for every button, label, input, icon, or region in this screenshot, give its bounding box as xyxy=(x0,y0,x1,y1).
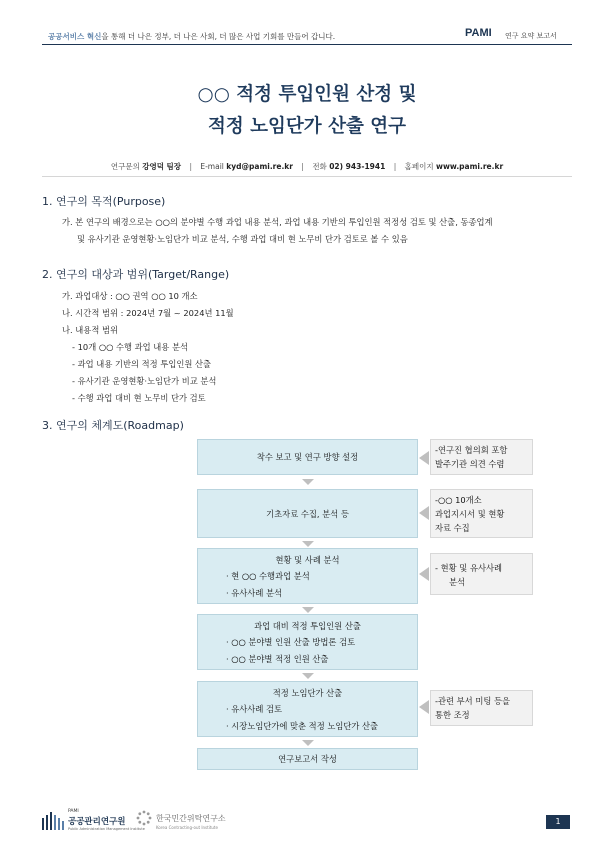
roadmap-note-line: -관련 부서 미팅 등을 xyxy=(435,696,511,706)
arrow-left-icon xyxy=(419,567,429,581)
header-doc-type: 연구 요약 보고서 xyxy=(505,32,557,40)
contact-phone-label: 전화 xyxy=(312,162,327,171)
roadmap-step-title: 기초자료 수집, 분석 등 xyxy=(266,508,349,519)
arrow-down-icon xyxy=(302,541,314,547)
page-number: 1 xyxy=(546,815,570,829)
roadmap-step-item: · ○○ 분야별 인원 산출 방법론 검토 xyxy=(226,637,356,647)
roadmap-note xyxy=(430,489,533,538)
header-slogan xyxy=(48,31,335,42)
contact-separator: | xyxy=(189,162,192,171)
scope-item: - 수행 과업 대비 현 노무비 단가 검토 xyxy=(72,393,206,403)
roadmap-note-line: 발주기관 의견 수렴 xyxy=(435,459,505,469)
page-title-line1: ○○ 적정 투입인원 산정 및 xyxy=(197,84,417,105)
roadmap-step-title: 연구보고서 작성 xyxy=(278,754,337,764)
pami-logo-icon xyxy=(42,812,64,830)
roadmap-note-line: -○○ 10개소 xyxy=(435,495,482,505)
roadmap-step-item: · ○○ 분야별 적정 인원 산출 xyxy=(226,654,329,664)
header-slogan-accent: 공공서비스 혁신 xyxy=(48,32,102,41)
contact-lead-label: 연구문의 xyxy=(110,162,140,171)
roadmap-step-item: · 현 ○○ 수행과업 분석 xyxy=(226,571,310,581)
arrow-down-icon xyxy=(302,740,314,746)
contact-email[interactable]: kyd@pami.re.kr xyxy=(226,162,293,171)
scope-period: 나. 시간적 범위 : 2024년 7월 ~ 2024년 11월 xyxy=(62,308,234,318)
contact-web[interactable]: www.pami.re.kr xyxy=(436,162,504,171)
contact-divider xyxy=(42,176,572,177)
roadmap-step-title: 착수 보고 및 연구 방향 설정 xyxy=(256,452,359,462)
arrow-down-icon xyxy=(302,607,314,613)
roadmap-step-staffing xyxy=(197,614,418,670)
roadmap-note xyxy=(430,553,533,595)
section-heading-purpose: 1. 연구의 목적(Purpose) xyxy=(42,195,166,208)
kci-logo-icon xyxy=(136,810,152,826)
header-brand: PAMI xyxy=(465,27,492,39)
roadmap-note xyxy=(430,690,533,726)
footer-org1-sub: Public Administration Management Institute xyxy=(68,827,145,831)
header-divider xyxy=(42,44,572,45)
footer-org1-name: 공공관리연구원 xyxy=(68,817,126,827)
section-heading-scope: 2. 연구의 대상과 범위(Target/Range) xyxy=(42,268,230,281)
scope-item: - 10개 ○○ 수행 과업 내용 분석 xyxy=(72,342,188,352)
roadmap-step-item: · 유사사례 검토 xyxy=(226,704,283,714)
roadmap-step-report xyxy=(197,748,418,770)
roadmap-note-line: 통한 조정 xyxy=(435,710,470,720)
contact-separator: | xyxy=(301,162,304,171)
arrow-left-icon xyxy=(419,451,429,465)
roadmap-note-line: 분석 xyxy=(449,577,466,587)
scope-target: 가. 과업대상 : ○○ 권역 ○○ 10 개소 xyxy=(62,291,198,301)
roadmap-note-line: - 현황 및 유사사례 xyxy=(435,563,503,573)
contact-web-label: 홈페이지 xyxy=(404,162,434,171)
arrow-left-icon xyxy=(419,700,429,714)
roadmap-step-item: · 유사사례 분석 xyxy=(226,588,283,598)
roadmap-note xyxy=(430,439,533,475)
arrow-left-icon xyxy=(419,506,429,520)
footer-org2-name: 한국민간위탁연구소 xyxy=(156,814,226,823)
scope-content-label: 나. 내용적 범위 xyxy=(62,325,119,335)
roadmap-note-line: 자료 수집 xyxy=(435,523,470,533)
purpose-line-2: 및 유사기관 운영현황·노임단가 비교 분석, 수행 과업 대비 현 노무비 단가 검토로 볼 수 있음 xyxy=(77,234,408,244)
roadmap-step-case-analysis xyxy=(197,548,418,604)
page-title-line2: 적정 노임단가 산출 연구 xyxy=(207,116,407,137)
roadmap-step-kickoff xyxy=(197,439,418,475)
purpose-line-1: 가. 본 연구의 배경으로는 ○○의 분야별 수행 과업 내용 분석, 과업 내용 기반의 투입인원 적정성 검토 및 산출, 동종업계 xyxy=(62,217,493,227)
header-slogan-text: 을 통해 더 나은 정부, 더 나은 사회, 더 많은 사업 기회를 만들어 갑니다. xyxy=(101,32,336,41)
contact-line xyxy=(0,161,614,172)
scope-item: - 유사기관 운영현황·노임단가 비교 분석 xyxy=(72,376,217,386)
roadmap-note-line: -연구진 협의회 포함 xyxy=(435,445,508,455)
contact-lead-name: 강영덕 팀장 xyxy=(142,162,182,171)
footer-org2-sub: Korea Contracting-out Institute xyxy=(156,825,218,830)
arrow-down-icon xyxy=(302,673,314,679)
footer-org1-small: PAMI xyxy=(68,809,79,814)
scope-item: - 과업 내용 기반의 적정 투입인원 산출 xyxy=(72,359,212,369)
roadmap-step-data-collection xyxy=(197,489,418,538)
roadmap-step-title: 과업 대비 적정 투입인원 산출 xyxy=(254,621,361,631)
contact-email-label: E-mail xyxy=(200,162,224,171)
roadmap-step-title: 적정 노임단가 산출 xyxy=(272,688,343,698)
contact-phone: 02) 943-1941 xyxy=(329,162,386,171)
roadmap-step-title: 현황 및 사례 분석 xyxy=(275,555,340,565)
roadmap-note-line: 과업지시서 및 현황 xyxy=(435,509,505,519)
contact-separator: | xyxy=(393,162,397,171)
arrow-down-icon xyxy=(302,479,314,485)
section-heading-roadmap: 3. 연구의 체계도(Roadmap) xyxy=(42,419,184,432)
roadmap-step-item: · 시장노임단가에 맞춘 적정 노임단가 산출 xyxy=(226,721,379,731)
roadmap-step-wage xyxy=(197,681,418,737)
